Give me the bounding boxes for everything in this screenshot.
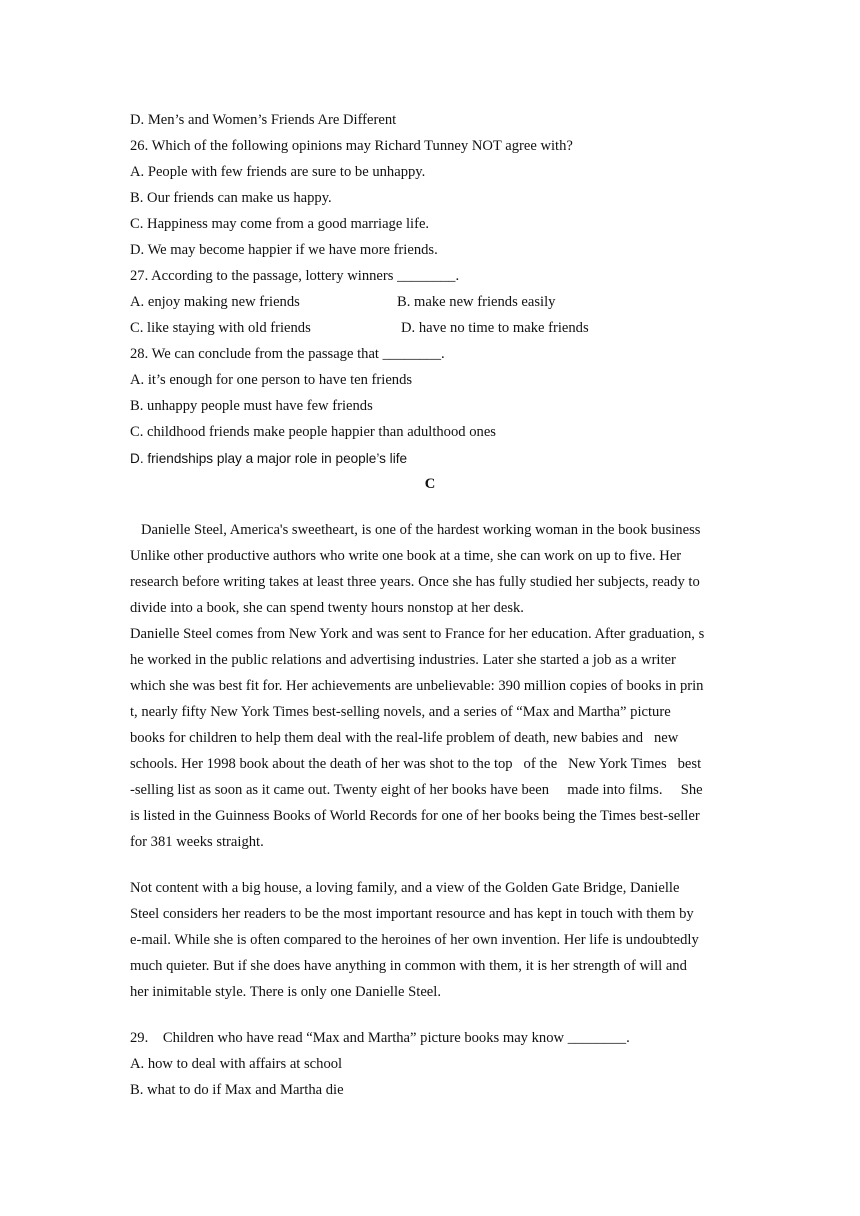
- q26-option-c: C. Happiness may come from a good marriage life.: [130, 216, 430, 232]
- q29-option-b: B. what to do if Max and Martha die: [130, 1082, 344, 1098]
- passage-line: schools. Her 1998 book about the death of her was shot to the top of the New York Times best: [130, 756, 702, 772]
- passage-line: much quieter. But if she does have anything in common with them, it is her strength of will and: [130, 958, 687, 974]
- q25-option-d: D. Men’s and Women’s Friends Are Different: [130, 112, 397, 128]
- q27-option-b: B. make new friends easily: [397, 294, 556, 310]
- q27-option-d: D. have no time to make friends: [401, 320, 589, 336]
- q27-stem: 27. According to the passage, lottery winners ________.: [130, 268, 460, 284]
- passage-line: is listed in the Guinness Books of World Records for one of her books being the Times best-seller: [130, 808, 700, 824]
- passage-line: her inimitable style. There is only one Danielle Steel.: [130, 984, 441, 1000]
- q28-stem: 28. We can conclude from the passage that ________.: [130, 346, 445, 362]
- passage-line: he worked in the public relations and advertising industries. Later she started a job as a writer: [130, 652, 676, 668]
- passage-line: Not content with a big house, a loving family, and a view of the Golden Gate Bridge, Danielle: [130, 880, 680, 896]
- passage-line: which she was best fit for. Her achievements are unbelievable: 390 million copies of books in prin: [130, 678, 704, 694]
- q26-stem: 26. Which of the following opinions may Richard Tunney NOT agree with?: [130, 138, 573, 154]
- passage-line: t, nearly fifty New York Times best-selling novels, and a series of “Max and Martha” picture: [130, 704, 671, 720]
- q28-option-c: C. childhood friends make people happier than adulthood ones: [130, 424, 496, 440]
- passage-line: e-mail. While she is often compared to the heroines of her own invention. Her life is undoubtedly: [130, 932, 699, 948]
- q26-option-d: D. We may become happier if we have more friends.: [130, 242, 438, 258]
- passage-line: Danielle Steel, America's sweetheart, is one of the hardest working woman in the book business: [130, 522, 701, 538]
- q26-option-a: A. People with few friends are sure to be unhappy.: [130, 164, 426, 180]
- passage-line: Steel considers her readers to be the most important resource and has kept in touch with them by: [130, 906, 694, 922]
- passage-line: Danielle Steel comes from New York and was sent to France for her education. After graduation, s: [130, 626, 705, 642]
- passage-line: research before writing takes at least three years. Once she has fully studied her subjects, ready to: [130, 574, 700, 590]
- passage-line: for 381 weeks straight.: [130, 834, 264, 850]
- passage-line: Unlike other productive authors who write one book at a time, she can work on up to five. Her: [130, 548, 682, 564]
- q27-option-a: A. enjoy making new friends: [130, 294, 300, 310]
- passage-line: books for children to help them deal with the real-life problem of death, new babies and new: [130, 730, 679, 746]
- q26-option-b: B. Our friends can make us happy.: [130, 190, 332, 206]
- q28-option-d: D. friendships play a major role in people’s life: [130, 451, 408, 466]
- q28-option-b: B. unhappy people must have few friends: [130, 398, 373, 414]
- section-heading: C: [424, 476, 436, 492]
- q29-option-a: A. how to deal with affairs at school: [130, 1056, 343, 1072]
- q29-stem: 29. Children who have read “Max and Martha” picture books may know ________.: [130, 1030, 630, 1046]
- q27-option-c: C. like staying with old friends: [130, 320, 311, 336]
- passage-line: divide into a book, she can spend twenty hours nonstop at her desk.: [130, 600, 524, 616]
- passage-line: -selling list as soon as it came out. Twenty eight of her books have been made into films. She: [130, 782, 703, 798]
- q28-option-a: A. it’s enough for one person to have ten friends: [130, 372, 413, 388]
